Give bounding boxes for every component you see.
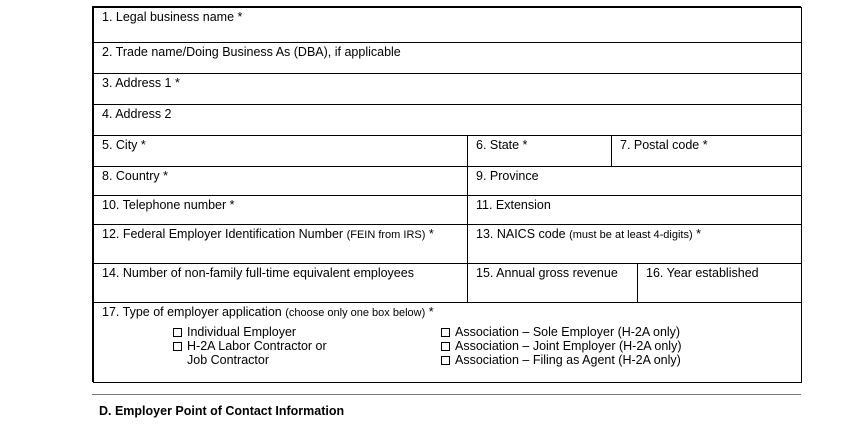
application-type-label-main: 17. Type of employer application — [102, 305, 286, 319]
section-d-heading: D. Employer Point of Contact Information — [99, 404, 345, 418]
state-label: 6. State * — [476, 138, 528, 152]
annual-revenue-field[interactable] — [467, 263, 638, 303]
association-sole-employer-checkbox[interactable] — [441, 328, 450, 337]
naics-label-required: * — [692, 227, 701, 241]
fein-label — [102, 227, 434, 243]
association-joint-employer-option[interactable] — [441, 339, 681, 353]
province-label: 9. Province — [476, 169, 539, 183]
province-field[interactable] — [467, 166, 802, 196]
state-field[interactable] — [467, 135, 612, 167]
association-sole-employer-option[interactable] — [441, 325, 680, 339]
fein-label-note: (FEIN from IRS) — [346, 229, 426, 241]
postal-code-label: 7. Postal code * — [620, 138, 708, 152]
city-field[interactable] — [93, 135, 468, 167]
naics-code-field[interactable] — [467, 224, 802, 264]
legal-business-name-label: 1. Legal business name * — [102, 10, 243, 24]
trade-name-label: 2. Trade name/Doing Business As (DBA), if applicable — [102, 45, 401, 59]
individual-employer-option[interactable] — [173, 325, 296, 339]
extension-label: 11. Extension — [476, 198, 551, 212]
annual-revenue-label: 15. Annual gross revenue — [476, 266, 618, 280]
association-sole-employer-label: Association – Sole Employer (H-2A only) — [455, 325, 681, 339]
country-label: 8. Country * — [102, 169, 169, 183]
h2a-labor-contractor-label: H-2A Labor Contractor or — [187, 339, 327, 353]
employee-count-field[interactable] — [93, 263, 468, 303]
naics-label-note: (must be at least 4-digits) — [569, 229, 693, 241]
naics-label-main: 13. NAICS code — [476, 227, 570, 241]
extension-field[interactable] — [467, 195, 802, 225]
address1-field[interactable] — [93, 73, 802, 105]
association-filing-as-agent-label: Association – Filing as Agent (H-2A only) — [455, 353, 681, 367]
association-filing-as-agent-option[interactable] — [441, 353, 681, 367]
association-filing-as-agent-checkbox[interactable] — [441, 356, 450, 365]
application-type-label — [102, 305, 434, 321]
employer-information-form — [92, 6, 801, 382]
city-label: 5. City * — [102, 138, 146, 152]
application-type-label-note: (choose only one box below) — [285, 307, 426, 319]
legal-business-name-field[interactable] — [93, 7, 802, 43]
telephone-field[interactable] — [93, 195, 468, 225]
fein-label-required: * — [425, 227, 434, 241]
year-established-field[interactable] — [637, 263, 802, 303]
section-divider — [92, 394, 801, 395]
telephone-label: 10. Telephone number * — [102, 198, 235, 212]
address1-label: 3. Address 1 * — [102, 76, 180, 90]
naics-label — [476, 227, 701, 243]
address2-field[interactable] — [93, 104, 802, 136]
employer-application-type — [93, 302, 802, 383]
association-joint-employer-label: Association – Joint Employer (H-2A only) — [455, 339, 682, 353]
year-established-label: 16. Year established — [646, 266, 759, 280]
country-field[interactable] — [93, 166, 468, 196]
individual-employer-checkbox[interactable] — [173, 328, 182, 337]
fein-field[interactable] — [93, 224, 468, 264]
fein-label-main: 12. Federal Employer Identification Number — [102, 227, 347, 241]
trade-name-field[interactable] — [93, 42, 802, 74]
h2a-labor-contractor-checkbox[interactable] — [173, 342, 182, 351]
individual-employer-label: Individual Employer — [187, 325, 297, 339]
employee-count-label: 14. Number of non-family full-time equivalent employees — [102, 266, 414, 280]
h2a-labor-contractor-label-line2: Job Contractor — [187, 353, 269, 367]
application-type-label-required: * — [425, 305, 434, 319]
h2a-labor-contractor-option[interactable] — [173, 339, 327, 353]
address2-label: 4. Address 2 — [102, 107, 172, 121]
postal-code-field[interactable] — [611, 135, 802, 167]
association-joint-employer-checkbox[interactable] — [441, 342, 450, 351]
